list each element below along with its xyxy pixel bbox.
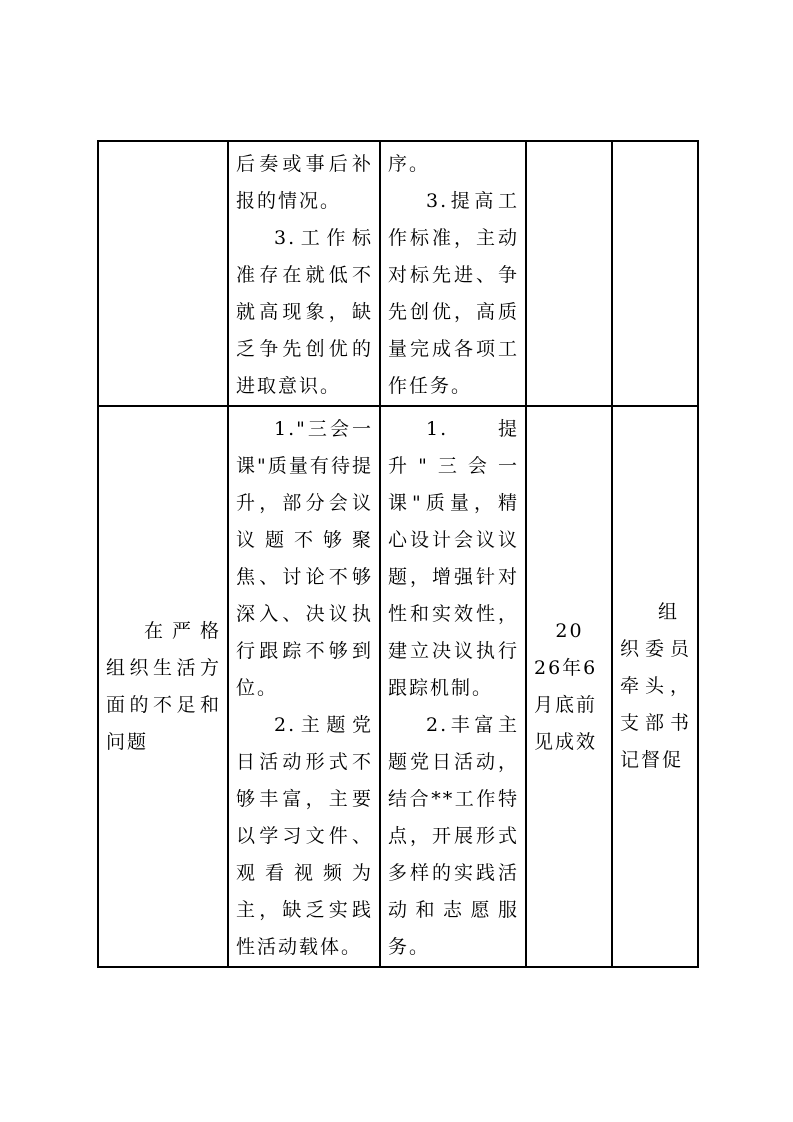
table-row [98, 406, 698, 967]
problem-text [99, 142, 227, 146]
deadline-year-start: 20 [555, 619, 584, 642]
responsible-cell [612, 141, 698, 406]
responsible-cell [612, 406, 698, 967]
problem-text: 在严格组织生活方面的不足和问题 [106, 619, 221, 753]
rectification-table [97, 140, 699, 968]
measure-paragraph: 序。 [388, 153, 431, 175]
issues-cell [228, 406, 380, 967]
deadline-cell [526, 141, 612, 406]
issue-paragraph: 后奏或事后补报的情况。 [236, 153, 373, 212]
measure-paragraph: 1.提升"三会一课"质量，精心设计会议议题，增强针对性和实效性，建立决议执行跟踪机制。 [388, 418, 519, 699]
issues-cell [228, 141, 380, 406]
problem-cell [98, 141, 228, 406]
measure-paragraph: 2.丰富主题党日活动，结合**工作特点，开展形式多样的实践活动和志愿服务。 [388, 714, 519, 958]
measure-paragraph: 3.提高工作标准，主动对标先进、争先创优，高质量完成各项工作任务。 [388, 190, 519, 397]
issue-paragraph: 2.主题党日活动形式不够丰富，主要以学习文件、观看视频为主，缺乏实践性活动载体。 [236, 714, 373, 958]
measures-cell [380, 406, 526, 967]
deadline-text: 26年6月底前见成效 [534, 656, 598, 753]
issue-paragraph: 1."三会一课"质量有待提升，部分会议议题不够聚焦、讨论不够深入、决议执行跟踪不够到位。 [236, 418, 373, 699]
issue-paragraph: 3.工作标准存在就低不就高现象，缺乏争先创优的进取意识。 [236, 227, 373, 397]
deadline-cell [526, 406, 612, 967]
table-row [98, 141, 698, 406]
responsible-text [613, 142, 697, 146]
measures-cell [380, 141, 526, 406]
problem-cell [98, 406, 228, 967]
deadline-text [527, 142, 611, 146]
responsible-text: 组织委员牵头，支部书记督促 [620, 601, 691, 771]
